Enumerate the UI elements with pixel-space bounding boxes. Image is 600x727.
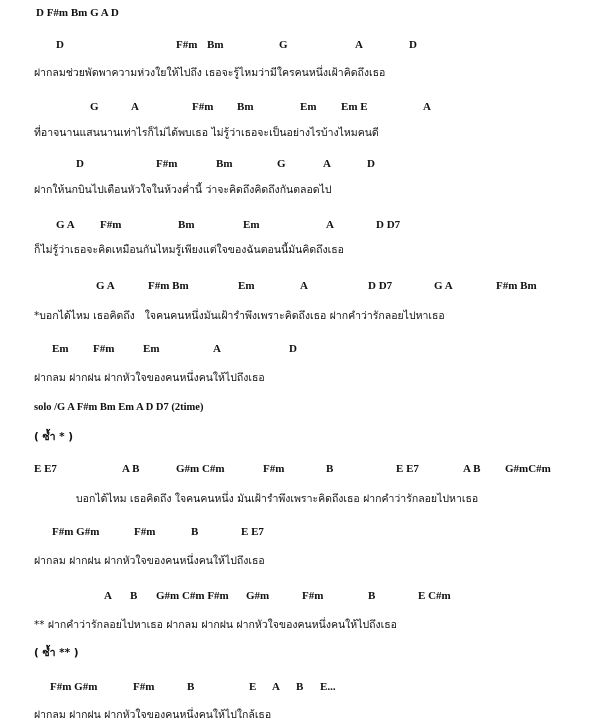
chord: Em xyxy=(243,219,260,231)
chorus1-lyric: *บอกได้ไหม เธอคิดถึง ใจคนคนหนึ่งมันเฝ้ารำพึงเพราะคิดถึงเธอ ฝากคำว่ารักลอยไปหาเธอ xyxy=(34,310,445,322)
chord: E C#m xyxy=(418,590,451,602)
chord: F#m xyxy=(302,590,324,602)
chorus4-lyric: ** ฝากคำว่ารักลอยไปหาเธอ ฝากลม ฝากฝน ฝากหัวใจของคนหนึ่งคนให้ไปถึงเธอ xyxy=(34,619,397,631)
chord: A xyxy=(213,343,221,355)
chord: D D7 xyxy=(376,219,401,231)
solo-line: solo /G A F#m Bm Em A D D7 (2time) xyxy=(34,402,204,413)
verse3-lyric: ฝากให้นกบินไปเตือนหัวใจในห้วงค่ำนี้ ว่าจะคิดถึงคิดถึงกันตลอดไป xyxy=(34,184,332,196)
chord: G xyxy=(279,39,288,51)
chord: G#mC#m xyxy=(505,463,551,475)
chord: Bm xyxy=(237,101,254,113)
chord: E E7 xyxy=(34,463,57,475)
chord: D xyxy=(409,39,417,51)
verse2-lyric: ที่อาจนานแสนนานเท่าไรก็ไม่ได้พบเธอ ไม่รู้ว่าเธอจะเป็นอย่างไรบ้างไหมคนดี xyxy=(34,127,379,139)
key-change-lyric: บอกได้ไหม เธอคิดถึง ใจคนคนหนึ่ง มันเฝ้ารำพึงเพราะคิดถึงเธอ ฝากคำว่ารักลอยไปหาเธอ xyxy=(76,493,479,505)
chorus2-lyric: ฝากลม ฝากฝน ฝากหัวใจของคนหนึ่งคนให้ไปถึงเธอ xyxy=(34,372,265,384)
chord: A xyxy=(423,101,431,113)
chord: A xyxy=(326,219,334,231)
chord: F#m xyxy=(192,101,214,113)
chord: G#m xyxy=(246,590,270,602)
chord: E E7 xyxy=(241,526,264,538)
verse4-lyric: ก็ไม่รู้ว่าเธอจะคิดเหมือนกันไหมรู้เพียงแต่ใจของฉันตอนนี้มันคิดถึงเธอ xyxy=(34,244,344,256)
chord: G xyxy=(90,101,99,113)
chord: B xyxy=(187,681,195,693)
chord: G#m C#m xyxy=(176,463,225,475)
chord: B xyxy=(296,681,304,693)
chord: A xyxy=(104,590,112,602)
chord: Em E xyxy=(341,101,368,113)
chord: A B xyxy=(122,463,140,475)
chord: F#m G#m xyxy=(50,681,98,693)
chord: G xyxy=(277,158,286,170)
chord: Bm xyxy=(178,219,195,231)
chord: F#m Bm xyxy=(148,280,189,292)
chord: A xyxy=(323,158,331,170)
chord: A xyxy=(300,280,308,292)
chord: D xyxy=(367,158,375,170)
chord: A B xyxy=(463,463,481,475)
chord: A xyxy=(355,39,363,51)
chord: Em xyxy=(52,343,69,355)
chord: Bm xyxy=(216,158,233,170)
chord: F#m xyxy=(133,681,155,693)
chord: F#m xyxy=(176,39,198,51)
chord: D D7 xyxy=(368,280,393,292)
repeat-marker: ( ซ้ำ * ) xyxy=(34,431,74,443)
chord: D xyxy=(56,39,64,51)
chord: E E7 xyxy=(396,463,419,475)
verse1-lyric: ฝากลมช่วยพัดพาความห่วงใยให้ไปถึง เธอจะรู้ไหมว่ามีใครคนหนึ่งเฝ้าคิดถึงเธอ xyxy=(34,67,386,79)
chord: G#m C#m F#m xyxy=(156,590,229,602)
chord: F#m xyxy=(134,526,156,538)
chord: D xyxy=(76,158,84,170)
repeat-marker: ( ซ้ำ ** ) xyxy=(34,647,79,659)
chord: Em xyxy=(238,280,255,292)
chord: Em xyxy=(143,343,160,355)
chord: Em xyxy=(300,101,317,113)
chord: B xyxy=(191,526,199,538)
chord: B xyxy=(368,590,376,602)
outro-lyric: ฝากลม ฝากฝน ฝากหัวใจของคนหนึ่งคนให้ไปใกล้เธอ xyxy=(34,709,272,721)
chord: G A xyxy=(434,280,453,292)
chord: A xyxy=(131,101,139,113)
chord: F#m xyxy=(100,219,122,231)
chord: D xyxy=(289,343,297,355)
chord: F#m Bm xyxy=(496,280,537,292)
chord: G A xyxy=(56,219,75,231)
chorus3-lyric: ฝากลม ฝากฝน ฝากหัวใจของคนหนึ่งคนให้ไปถึงเธอ xyxy=(34,555,265,567)
chord: F#m xyxy=(263,463,285,475)
chord: A xyxy=(272,681,280,693)
chord: G A xyxy=(96,280,115,292)
chord: F#m xyxy=(93,343,115,355)
intro-chords: D F#m Bm G A D xyxy=(36,7,119,19)
chord: E xyxy=(249,681,257,693)
chord: B xyxy=(130,590,138,602)
chord: E... xyxy=(320,681,336,693)
chord: F#m G#m xyxy=(52,526,100,538)
chord: F#m xyxy=(156,158,178,170)
chord: B xyxy=(326,463,334,475)
chord: Bm xyxy=(207,39,224,51)
